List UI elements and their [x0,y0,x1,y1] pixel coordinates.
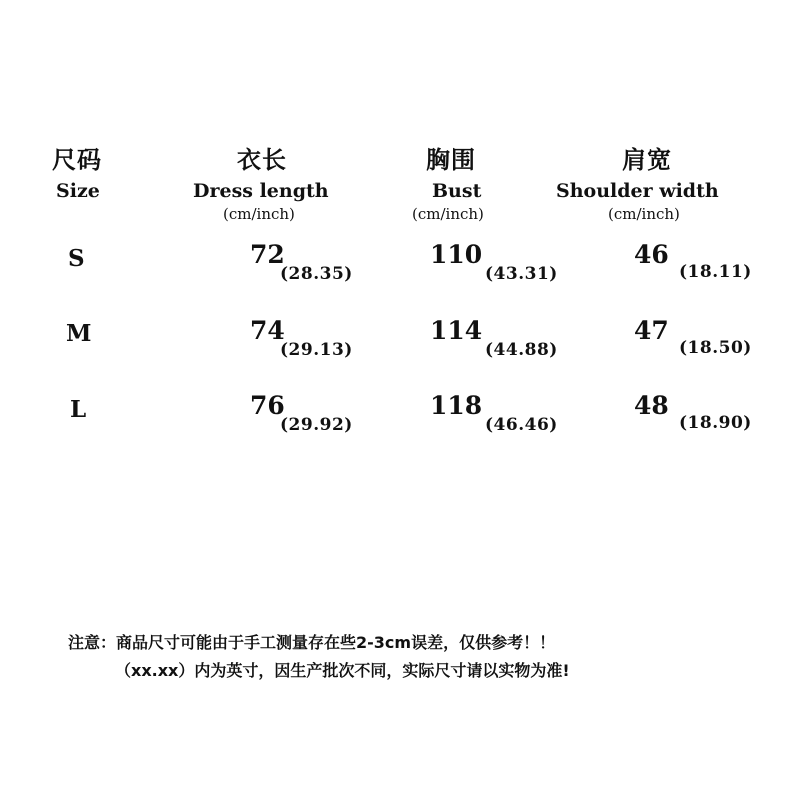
bust-cm: 110 [430,240,483,269]
shoulder-header-zh: 肩宽 [622,146,672,174]
bust-header-en: Bust [432,180,482,202]
shoulder-header-unit: (cm/inch) [608,205,680,223]
length-header-en: Dress length [193,180,329,202]
measurement-note: 注意：商品尺寸可能由于手工测量存在些2-3cm误差，仅供参考！！ [68,633,556,652]
length-inch: (29.13) [280,340,353,360]
shoulder-inch: (18.90) [679,413,752,433]
length-header-unit: (cm/inch) [223,205,295,223]
length-cm: 74 [250,316,285,345]
bust-inch: (44.88) [485,340,558,360]
bust-header-unit: (cm/inch) [412,205,484,223]
size-cell: S [68,245,85,272]
bust-inch: (43.31) [485,264,558,284]
shoulder-cm: 46 [634,240,669,269]
length-inch: (29.92) [280,415,353,435]
length-cm: 76 [250,391,285,420]
bust-inch: (46.46) [485,415,558,435]
size-header-en: Size [56,180,100,202]
bust-header-zh: 胸围 [426,146,476,174]
shoulder-inch: (18.11) [679,262,752,282]
bust-cm: 118 [430,391,483,420]
inch-note: （xx.xx）内为英寸，因生产批次不同，实际尺寸请以实物为准! [115,661,570,680]
length-inch: (28.35) [280,264,353,284]
size-header-zh: 尺码 [52,146,102,174]
length-header-zh: 衣长 [237,146,287,174]
shoulder-header-en: Shoulder width [556,180,719,202]
size-cell: M [66,320,92,347]
shoulder-cm: 47 [634,316,669,345]
length-cm: 72 [250,240,285,269]
shoulder-cm: 48 [634,391,669,420]
shoulder-inch: (18.50) [679,338,752,358]
bust-cm: 114 [430,316,483,345]
size-cell: L [70,396,87,423]
